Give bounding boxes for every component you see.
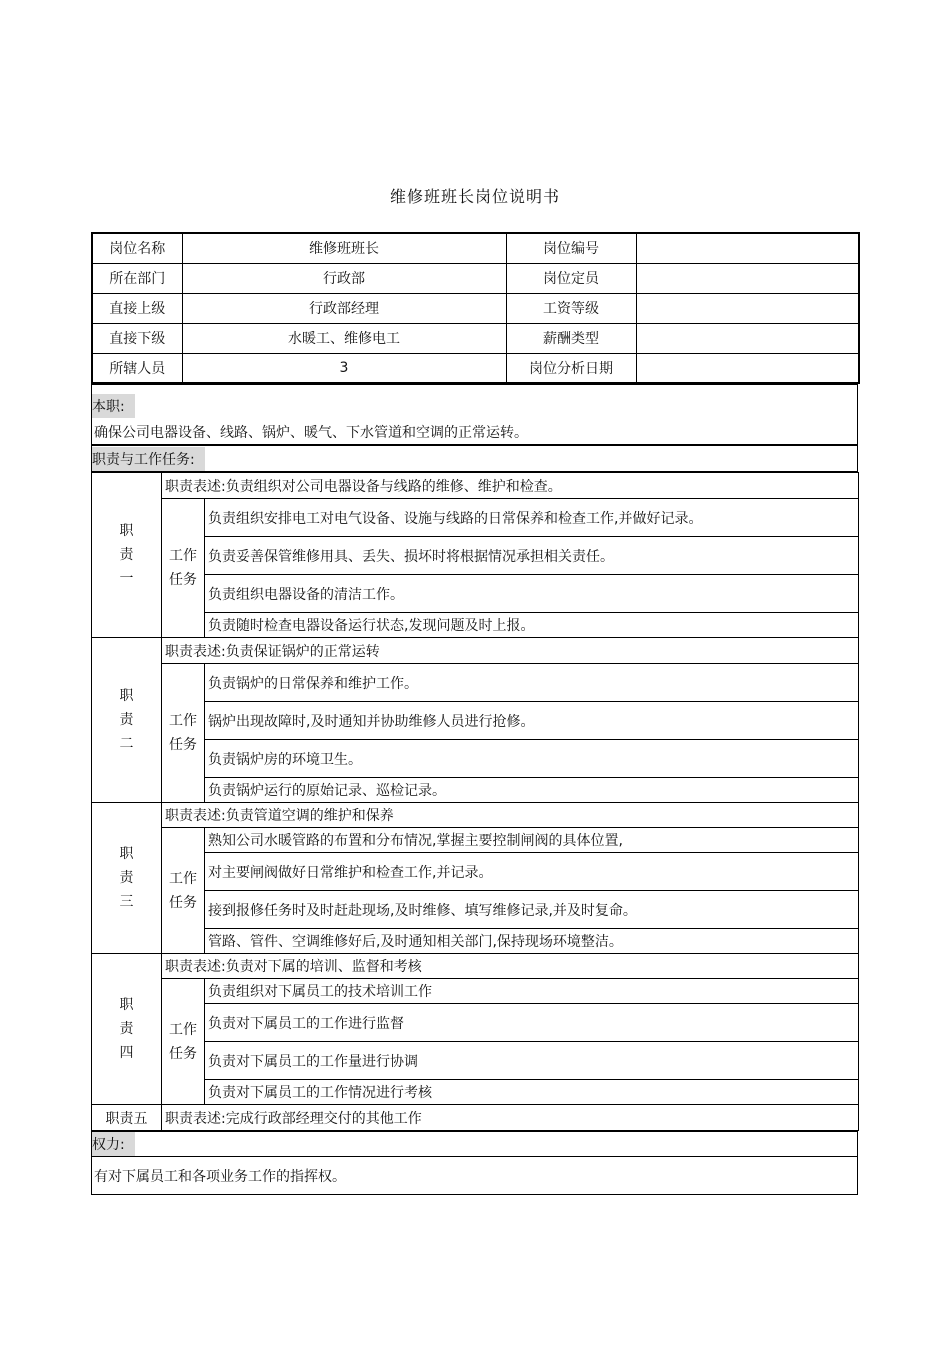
info-key: 所在部门 bbox=[92, 263, 182, 293]
duty-row bbox=[92, 803, 859, 828]
power-section bbox=[91, 1131, 858, 1195]
task-item: 负责锅炉的日常保养和维护工作。 bbox=[205, 664, 859, 702]
task-item: 负责对下属员工的工作量进行协调 bbox=[205, 1042, 859, 1080]
task-item: 负责组织安排电工对电气设备、设施与线路的日常保养和检查工作,并做好记录。 bbox=[205, 499, 859, 537]
info-row bbox=[92, 233, 859, 263]
duty-name: 职责四 bbox=[92, 954, 162, 1105]
job-description-form bbox=[91, 232, 858, 1195]
duty-row bbox=[92, 473, 859, 499]
duty-desc: 职责表述:负责对下属的培训、监督和考核 bbox=[162, 954, 859, 979]
task-row bbox=[92, 613, 859, 638]
task-item: 负责对下属员工的工作进行监督 bbox=[205, 1004, 859, 1042]
task-item: 接到报修任务时及时赶赴现场,及时维修、填写维修记录,并及时复命。 bbox=[205, 891, 859, 929]
task-row bbox=[92, 499, 859, 537]
task-item: 对主要闸阀做好日常维护和检查工作,并记录。 bbox=[205, 853, 859, 891]
info-value bbox=[636, 323, 859, 353]
task-item: 锅炉出现故障时,及时通知并协助维修人员进行抢修。 bbox=[205, 702, 859, 740]
document-title: 维修班班长岗位说明书 bbox=[389, 187, 560, 206]
duty-row bbox=[92, 954, 859, 979]
task-row bbox=[92, 575, 859, 613]
info-value bbox=[636, 263, 859, 293]
power-label: 权力: bbox=[92, 1132, 135, 1156]
duties-table bbox=[91, 472, 859, 1131]
info-value bbox=[636, 233, 859, 263]
info-value bbox=[636, 353, 859, 383]
info-table bbox=[91, 232, 860, 384]
info-key: 直接上级 bbox=[92, 293, 182, 323]
info-value: 3 bbox=[182, 353, 506, 383]
task-item: 负责组织电器设备的清洁工作。 bbox=[205, 575, 859, 613]
role-section bbox=[91, 384, 858, 445]
info-row bbox=[92, 263, 859, 293]
duty-row bbox=[92, 1105, 859, 1131]
info-key: 直接下级 bbox=[92, 323, 182, 353]
task-row bbox=[92, 778, 859, 803]
info-key: 岗位定员 bbox=[506, 263, 636, 293]
info-value: 维修班班长 bbox=[182, 233, 506, 263]
info-row bbox=[92, 293, 859, 323]
task-label: 工作任务 bbox=[162, 664, 205, 803]
role-text: 确保公司电器设备、线路、锅炉、暖气、下水管道和空调的正常运转。 bbox=[94, 424, 528, 441]
task-item: 管路、管件、空调维修好后,及时通知相关部门,保持现场环境整洁。 bbox=[205, 929, 859, 954]
info-key: 岗位名称 bbox=[92, 233, 182, 263]
duty-desc: 职责表述:负责保证锅炉的正常运转 bbox=[162, 638, 859, 664]
task-row bbox=[92, 740, 859, 778]
info-key: 岗位编号 bbox=[506, 233, 636, 263]
task-row bbox=[92, 853, 859, 891]
info-key: 所辖人员 bbox=[92, 353, 182, 383]
task-row bbox=[92, 664, 859, 702]
duty-desc: 职责表述:完成行政部经理交付的其他工作 bbox=[162, 1105, 859, 1131]
info-value bbox=[636, 293, 859, 323]
task-row bbox=[92, 979, 859, 1004]
task-item: 负责随时检查电器设备运行状态,发现问题及时上报。 bbox=[205, 613, 859, 638]
task-row bbox=[92, 1004, 859, 1042]
task-item: 负责锅炉运行的原始记录、巡检记录。 bbox=[205, 778, 859, 803]
task-row bbox=[92, 891, 859, 929]
duty-desc: 职责表述:负责管道空调的维护和保养 bbox=[162, 803, 859, 828]
duties-label: 职责与工作任务: bbox=[92, 447, 205, 471]
info-key: 薪酬类型 bbox=[506, 323, 636, 353]
power-text: 有对下属员工和各项业务工作的指挥权。 bbox=[92, 1157, 858, 1195]
task-item: 负责对下属员工的工作情况进行考核 bbox=[205, 1080, 859, 1105]
duty-desc: 职责表述:负责组织对公司电器设备与线路的维修、维护和检查。 bbox=[162, 473, 859, 499]
info-row bbox=[92, 323, 859, 353]
info-value: 水暖工、维修电工 bbox=[182, 323, 506, 353]
task-row bbox=[92, 929, 859, 954]
info-key: 岗位分析日期 bbox=[506, 353, 636, 383]
task-row bbox=[92, 828, 859, 853]
task-row bbox=[92, 1042, 859, 1080]
task-row bbox=[92, 537, 859, 575]
task-item: 负责组织对下属员工的技术培训工作 bbox=[205, 979, 859, 1004]
info-row bbox=[92, 353, 859, 383]
role-label: 本职: bbox=[92, 394, 135, 418]
task-label: 工作任务 bbox=[162, 828, 205, 954]
duty-name: 职责五 bbox=[92, 1105, 162, 1131]
duty-name: 职责一 bbox=[92, 473, 162, 638]
task-item: 熟知公司水暖管路的布置和分布情况,掌握主要控制闸阀的具体位置, bbox=[205, 828, 859, 853]
info-value: 行政部经理 bbox=[182, 293, 506, 323]
task-item: 负责妥善保管维修用具、丢失、损坏时将根据情况承担相关责任。 bbox=[205, 537, 859, 575]
duty-row bbox=[92, 638, 859, 664]
info-key: 工资等级 bbox=[506, 293, 636, 323]
task-row bbox=[92, 702, 859, 740]
task-label: 工作任务 bbox=[162, 499, 205, 638]
info-value: 行政部 bbox=[182, 263, 506, 293]
duties-heading bbox=[91, 445, 858, 472]
duty-name: 职责三 bbox=[92, 803, 162, 954]
task-label: 工作任务 bbox=[162, 979, 205, 1105]
task-item: 负责锅炉房的环境卫生。 bbox=[205, 740, 859, 778]
duty-name: 职责二 bbox=[92, 638, 162, 803]
task-row bbox=[92, 1080, 859, 1105]
